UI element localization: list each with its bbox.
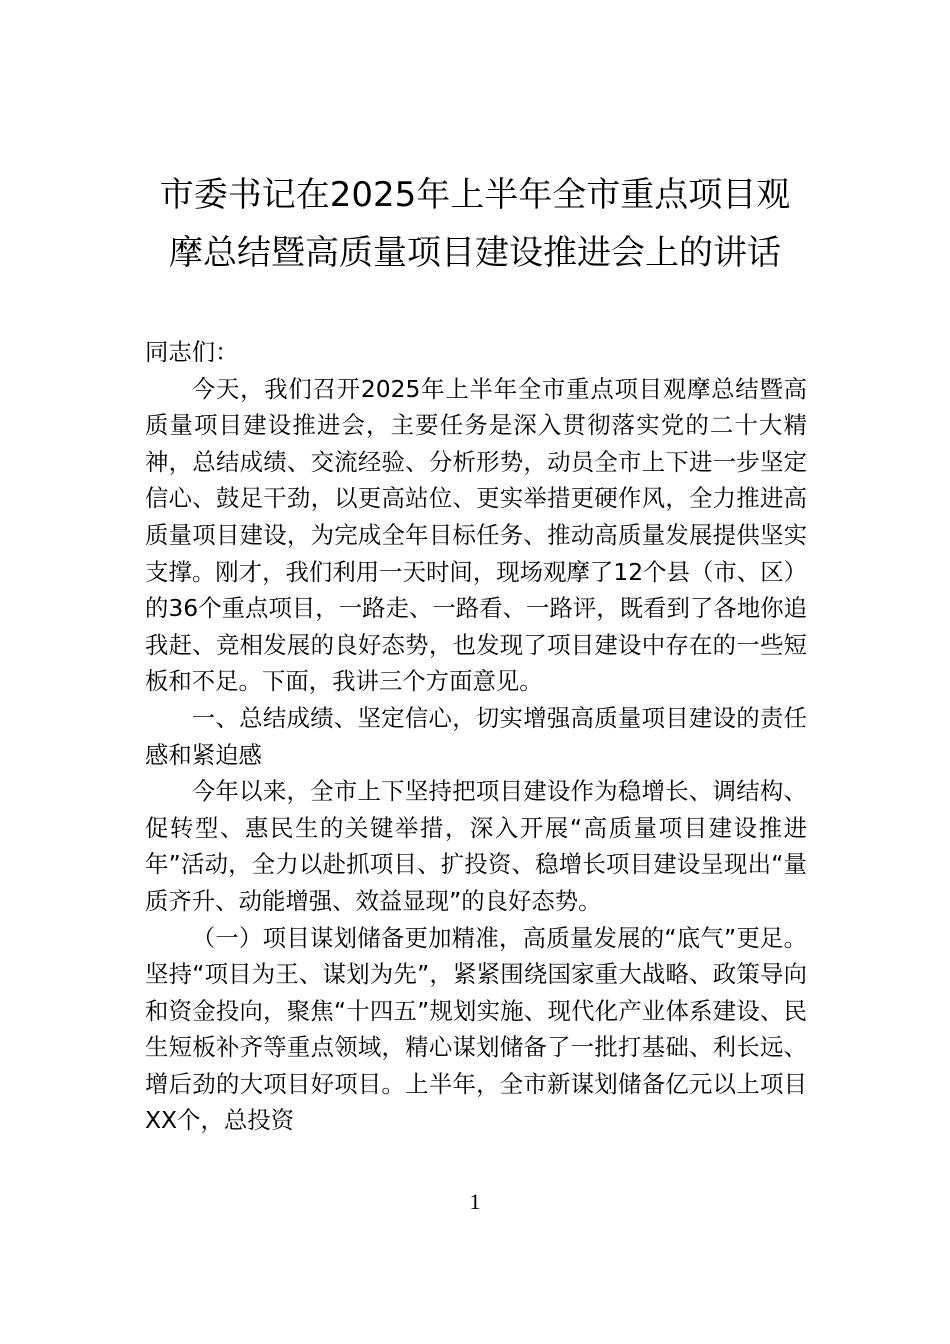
paragraph-opening: 今天，我们召开2025年上半年全市重点项目观摩总结暨高质量项目建设推进会，主要任务是深入贯彻落实党的二十大精神，总结成绩、交流经验、分析形势，动员全市上下进一步坚定信心、鼓足干劲，以更高站位、更实举措更硬作风，全力推进高质量项目建设，为完成全年目标任务、推动高质量发展提供坚实支撑。刚才，我们利用一天时间，现场观摩了12个县（市、区）的36个重点项目，一路走、一路看、一路评，既看到了各地你追我赶、竞相发展的良好态势，也发现了项目建设中存在的一些短板和不足。下面，我讲三个方面意见。 bbox=[145, 374, 807, 696]
subsection-1: （一）项目谋划储备更加精准，高质量发展的“底气”更足。坚持“项目为王、谋划为先”，紧紧围绕国家重大战略、政策导向和资金投向，聚焦“十四五”规划实施、现代化产业体系建设、民生短板补齐等重点领域，精心谋划储备了一批打基础、利长远、增后劲的大项目好项目。上半年，全市新谋划储备亿元以上项目XX个，总投资 bbox=[145, 923, 807, 1135]
document-body bbox=[145, 334, 807, 1139]
section-heading-1: 一、总结成绩、坚定信心，切实增强高质量项目建设的责任感和紧迫感 bbox=[145, 703, 807, 769]
page-number: 1 bbox=[469, 1189, 481, 1214]
paragraph-achievements: 今年以来，全市上下坚持把项目建设作为稳增长、调结构、促转型、惠民生的关键举措，深入开展“高质量项目建设推进年”活动，全力以赴抓项目、扩投资、稳增长项目建设呈现出“量质齐升、动能增强、效益显现”的良好态势。 bbox=[145, 777, 807, 915]
salutation: 同志们： bbox=[145, 338, 239, 366]
document-title bbox=[140, 166, 810, 282]
title-line-2: 摩总结暨高质量项目建设推进会上的讲话 bbox=[169, 233, 781, 273]
title-line-1: 市委书记在2025年上半年全市重点项目观 bbox=[159, 175, 791, 215]
